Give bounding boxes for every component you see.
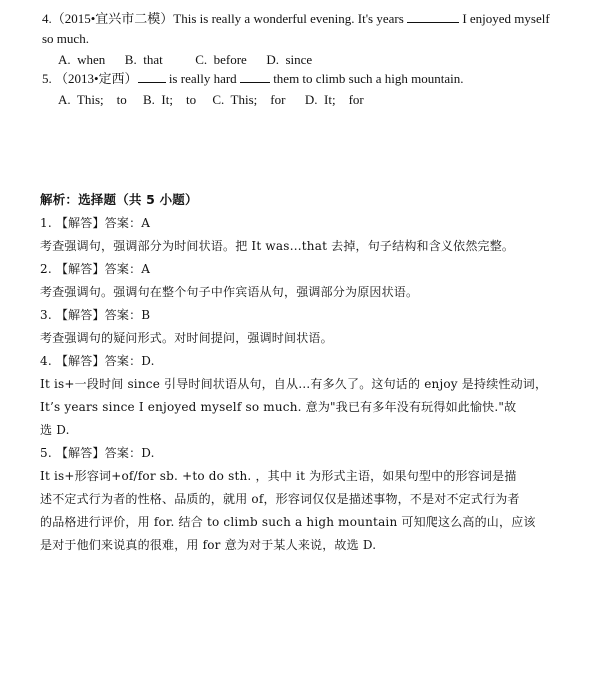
question-5-stem-start: 5. （2013•定西）: [42, 71, 138, 86]
answer-4-explanation-line-1: It is+一段时间 since 引导时间状语从句，自从…有多久了。这句话的 enjoy 是持续性动词，: [40, 377, 548, 391]
question-5-blank-1: [138, 69, 166, 83]
question-4-blank: [407, 9, 459, 23]
question-5-options: A. This; to B. It; to C. This; for D. It; for: [58, 92, 364, 107]
answer-3-explanation: 考查强调句的疑问形式。对时间提问，强调时间状语。: [40, 331, 333, 345]
analysis-heading: 解析：选择题（共 5 小题）: [40, 192, 198, 207]
question-4-stem-start: 4.（2015•宜兴市二模）This is really a wonderful evening. It's years: [42, 11, 408, 26]
answer-5-explanation-line-2: 述不定式行为者的性格、品质的，就用 of，形容词仅仅是描述事物，不是对不定式行为者: [40, 492, 520, 506]
question-4-stem-end: I enjoyed myself: [459, 11, 550, 26]
answer-1-explanation: 考查强调句，强调部分为时间状语。把 It was…that 去掉，句子结构和含义依然完整。: [40, 239, 515, 253]
answer-4-explanation-line-3: 选 D.: [40, 423, 70, 437]
answer-2-explanation: 考查强调句。强调句在整个句子中作宾语从句，强调部分为原因状语。: [40, 285, 419, 299]
question-5-stem-middle: is really hard: [165, 71, 240, 86]
answer-4-explanation-line-2: It’s years since I enjoyed myself so much. 意为"我已有多年没有玩得如此愉快."故: [40, 400, 517, 414]
question-5-blank-2: [240, 69, 270, 83]
answer-1-title: 1. 【解答】答案：A: [40, 216, 151, 230]
answer-4-title: 4. 【解答】答案：D.: [40, 354, 155, 368]
answer-2-title: 2. 【解答】答案：A: [40, 262, 151, 276]
answer-3-title: 3. 【解答】答案：B: [40, 308, 151, 322]
answer-5-title: 5. 【解答】答案：D.: [40, 446, 155, 460]
answer-5-explanation-line-3: 的品格进行评价，用 for. 结合 to climb such a high mountain 可知爬这么高的山，应该: [40, 515, 536, 529]
question-5-stem-end: them to climb such a high mountain.: [269, 71, 464, 86]
question-5: [42, 69, 463, 89]
answer-5-explanation-line-1: It is+形容词+of/for sb. +to do sth. ，其中 it 为形式主语，如果句型中的形容词是描: [40, 469, 517, 483]
question-4-line-2: so much.: [42, 31, 89, 46]
answer-5-explanation-line-4: 是对于他们来说真的很难，用 for 意为对于某人来说，故选 D.: [40, 538, 377, 552]
question-4: [42, 9, 550, 29]
question-4-options: A. when B. that C. before D. since: [58, 52, 313, 67]
